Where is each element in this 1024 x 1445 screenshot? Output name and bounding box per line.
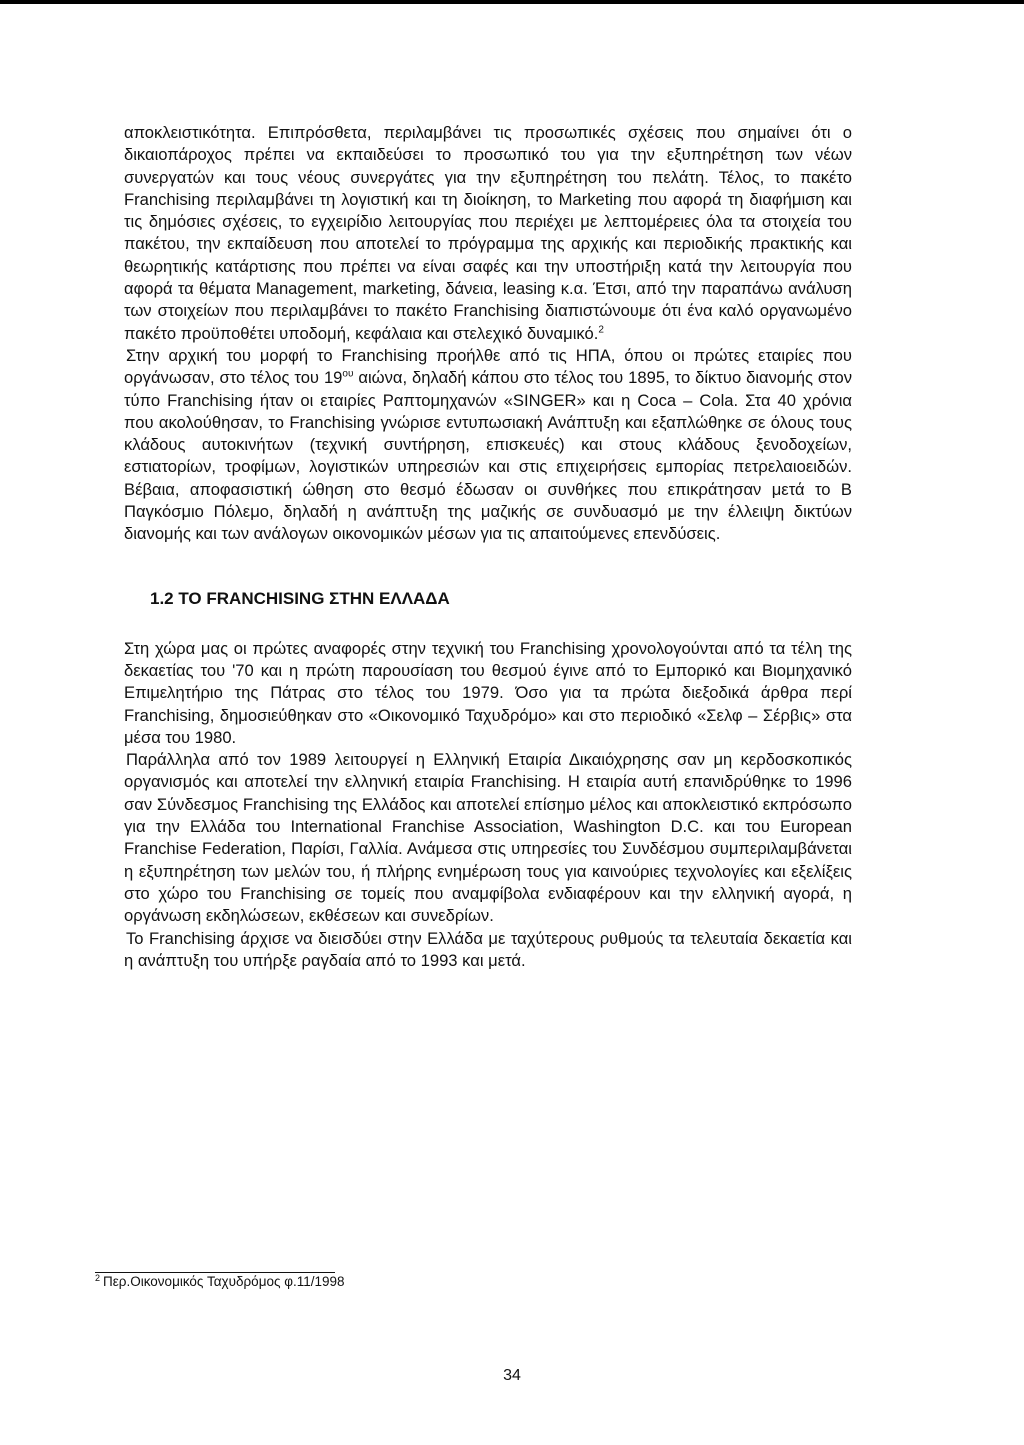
footnote-reference: 2	[598, 324, 604, 336]
paragraph-package-text: αποκλειστικότητα. Επιπρόσθετα, περιλαμβάνει τις προσωπικές σχέσεις που σημαίνει ότι ο δικαιοπάροχος πρέπει να εκπαιδεύσει το προσωπικό του για την εξυπηρέτηση των νέων συνεργατών και τους νέους συνεργάτες για την εξυπηρέτηση του πελάτη. Τέλος, το πακέτο Franchising περιλαμβάνει τη λογιστική και τη διοίκηση, το Marketing που αφορά τη διαφήμιση και τις δημόσιες σχέσεις, το εγχειρίδιο λειτουργίας που περιέχει με λεπτομέρειες όλα τα στοιχεία του πακέτου, την εκπαίδευση που αποτελεί το πρόγραμμα της αρχικής και περιοδικής πρακτικής και θεωρητικής κατάρτισης που πρέπει να είναι σαφές και την υποστήριξη κατά την λειτουργία που αφορά τα θέματα Management, marketing, δάνεια, leasing κ.α. Έτσι, από την παραπάνω ανάλυση των στοιχείων που περιλαμβάνει το πακέτο Franchising διαπιστώνουμε ότι ένα καλό οργανωμένο πακέτο προϋποθέτει υποδομή, κεφάλαια και στελεχικό δυναμικό.	[124, 123, 852, 343]
footnote-text: Περ.Οικονομικός Ταχυδρόμος φ.11/1998	[103, 1274, 345, 1289]
footnote-divider	[95, 1272, 335, 1273]
section-heading: 1.2 ΤΟ FRANCHISING ΣΤΗΝ ΕΛΛΑΔΑ	[150, 588, 450, 608]
paragraph-growth: Το Franchising άρχισε να διεισδύει στην Ελλάδα με ταχύτερους ρυθμούς τα τελευταία δεκαετία και η ανάπτυξη του υπήρξε ραγδαία από το 1993 και μετά.	[124, 928, 852, 970]
paragraph-history-text-2: αιώνα, δηλαδή κάπου στο τέλος του 1895, το δίκτυο διανομής στον τύπο Franchising ήταν οι εταιρίες Ραπτομηχανών «SINGER» και η Coca – Cola. Στα 40 χρόνια που ακολούθησαν, το Franchising γνώρισε εντυπωσιακή Ανάπτυξη και εξαπλώθηκε σε όλους τους κλάδους αυτοκινήτων (τεχνική συντήρηση, επισκευές) και στους κλάδους ξενοδοχείων, εστιατορίων, τροφίμων, λογιστικών υπηρεσιών και στις επιχειρήσεις εμπορίας πετρελαιοειδών. Βέβαια, αποφασιστική ώθηση στο θεσμό έδωσαν οι συνθήκες που επικράτησαν μετά το Β Παγκόσμιο Πόλεμο, δηλαδή η ανάπτυξη της μαζικής σε συνδυασμό με την έλλειψη δικτύων διανομής και των ανάλογων οικονομικών μέσων για τις απαιτούμενες επενδύσεις.	[124, 368, 852, 544]
body-text	[124, 122, 852, 972]
heading-spacer	[124, 610, 852, 638]
footnote-marker: 2	[95, 1272, 101, 1283]
footnote	[95, 1274, 345, 1289]
paragraph-first-references: Στη χώρα μας οι πρώτες αναφορές στην τεχνική του Franchising χρονολογούνται από τα τέλη της δεκαετίας του '70 και η πρώτη παρουσίαση του θεσμού έγινε από το Εμπορικό και Βιομηχανικό Επιμελητήριο της Πάτρας στο τέλος του 1979. Όσο για τα πρώτα διεξοδικά άρθρα περί Franchising, δημοσιεύθηκαν στο «Οικονομικό Ταχυδρόμο» και στο περιοδικό «Σελφ – Σέρβις» στα μέσα του 1980.	[124, 638, 852, 747]
paragraph-package	[124, 122, 852, 345]
paragraph-association: Παράλληλα από τον 1989 λειτουργεί η Ελληνική Εταιρία Δικαιόχρησης σαν μη κερδοσκοπικός οργανισμός και αποτελεί την ελληνική εταιρία Franchising. Η εταιρία αυτή επανιδρύθηκε το 1996 σαν Σύνδεσμος Franchising της Ελλάδος και αποτελεί επίσημο μέλος και αποκλειστικό εκπρόσωπο για την Ελλάδα του International Franchise Association, Washington D.C. και του European Franchise Federation, Παρίσι, Γαλλία. Ανάμεσα στις υπηρεσίες του Συνδέσμου συμπεριλαμβάνεται η εξυπηρέτηση των μελών του, ή πλήρης ενημέρωση τους για καινούριες τεχνολογίες και εξελίξεις στο χώρο του Franchising σε τομείς που αναμφίβολα ενδιαφέρουν και την ελληνική αγορά, η οργάνωση εκδηλώσεων, εκθέσεων και συνεδρίων.	[124, 750, 852, 926]
paragraph-history-text-1: Στην αρχική του μορφή το Franchising προήλθε από τις ΗΠΑ, όπου οι πρώτες εταιρίες που οργάνωσαν, στο τέλος του 19	[124, 345, 852, 388]
century-suffix: ου	[342, 368, 354, 380]
paragraph-history	[124, 345, 852, 546]
page-number: 34	[503, 1367, 521, 1384]
